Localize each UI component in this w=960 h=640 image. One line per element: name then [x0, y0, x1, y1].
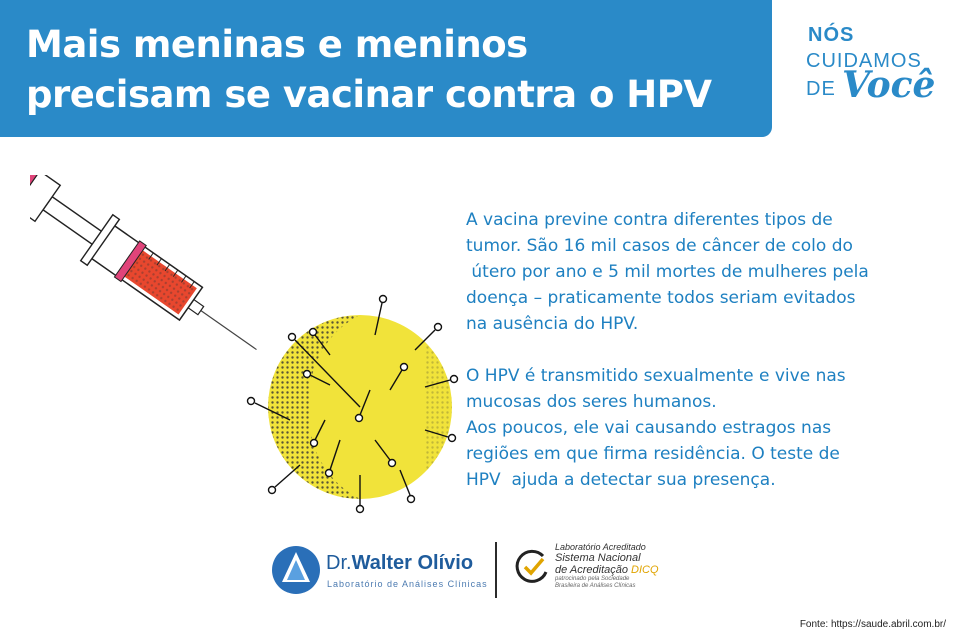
paragraph-2 — [466, 363, 946, 493]
lab-subtitle: Laboratório de Análises Clínicas — [327, 579, 488, 589]
footer-logos — [270, 540, 690, 600]
text-line: regiões em que firma residência. O teste de — [466, 444, 840, 464]
text-line: mucosas dos seres humanos. — [466, 392, 717, 412]
syringe-virus-illustration — [30, 175, 470, 535]
accred-line-3b: DICQ — [631, 564, 659, 576]
logo-divider — [495, 542, 497, 598]
text-line: útero por ano e 5 mil mortes de mulheres pela — [466, 262, 869, 282]
text-line: A vacina previne contra diferentes tipos de — [466, 210, 833, 230]
title-line-2: precisam se vacinar contra o HPV — [26, 73, 712, 116]
slogan-line-4: Você — [842, 64, 936, 106]
lab-name-prefix: Dr. — [326, 552, 352, 574]
slogan-line-2: CUIDAMOS — [806, 50, 922, 72]
text-line: O HPV é transmitido sexualmente e vive nas — [466, 366, 846, 386]
text-line: na ausência do HPV. — [466, 314, 639, 334]
text-line: Aos poucos, ele vai causando estragos nas — [466, 418, 832, 438]
page-title — [26, 20, 766, 120]
text-line: doença – praticamente todos seriam evitados — [466, 288, 856, 308]
accred-line-4: patrocinado pela Sociedade — [555, 576, 630, 582]
lab-logo-icon — [270, 544, 322, 596]
accred-line-5: Brasileira de Análises Clínicas — [555, 583, 636, 589]
text-line: HPV ajuda a detectar sua presença. — [466, 470, 776, 490]
syringe-illustration — [30, 175, 273, 373]
lab-name — [326, 552, 473, 575]
slogan-line-1: NÓS — [808, 24, 855, 46]
slogan-logo — [806, 24, 946, 124]
body-text — [466, 207, 946, 493]
text-line: tumor. São 16 mil casos de câncer de colo do — [466, 236, 853, 256]
dicq-seal-icon — [513, 548, 551, 586]
accred-line-3a: de Acreditação — [555, 564, 632, 576]
header-banner — [0, 0, 772, 137]
accred-line-2: Sistema Nacional — [555, 552, 641, 564]
virus-illustration — [248, 296, 466, 513]
paragraph-1 — [466, 207, 946, 337]
title-line-1: Mais meninas e meninos — [26, 23, 528, 66]
source-credit: Fonte: https://saude.abril.com.br/ — [799, 619, 946, 630]
lab-name-main: Walter Olívio — [351, 552, 474, 574]
slogan-line-3: DE — [806, 78, 836, 100]
accred-line-1: Laboratório Acreditado — [555, 542, 646, 552]
accreditation-text — [555, 542, 659, 590]
